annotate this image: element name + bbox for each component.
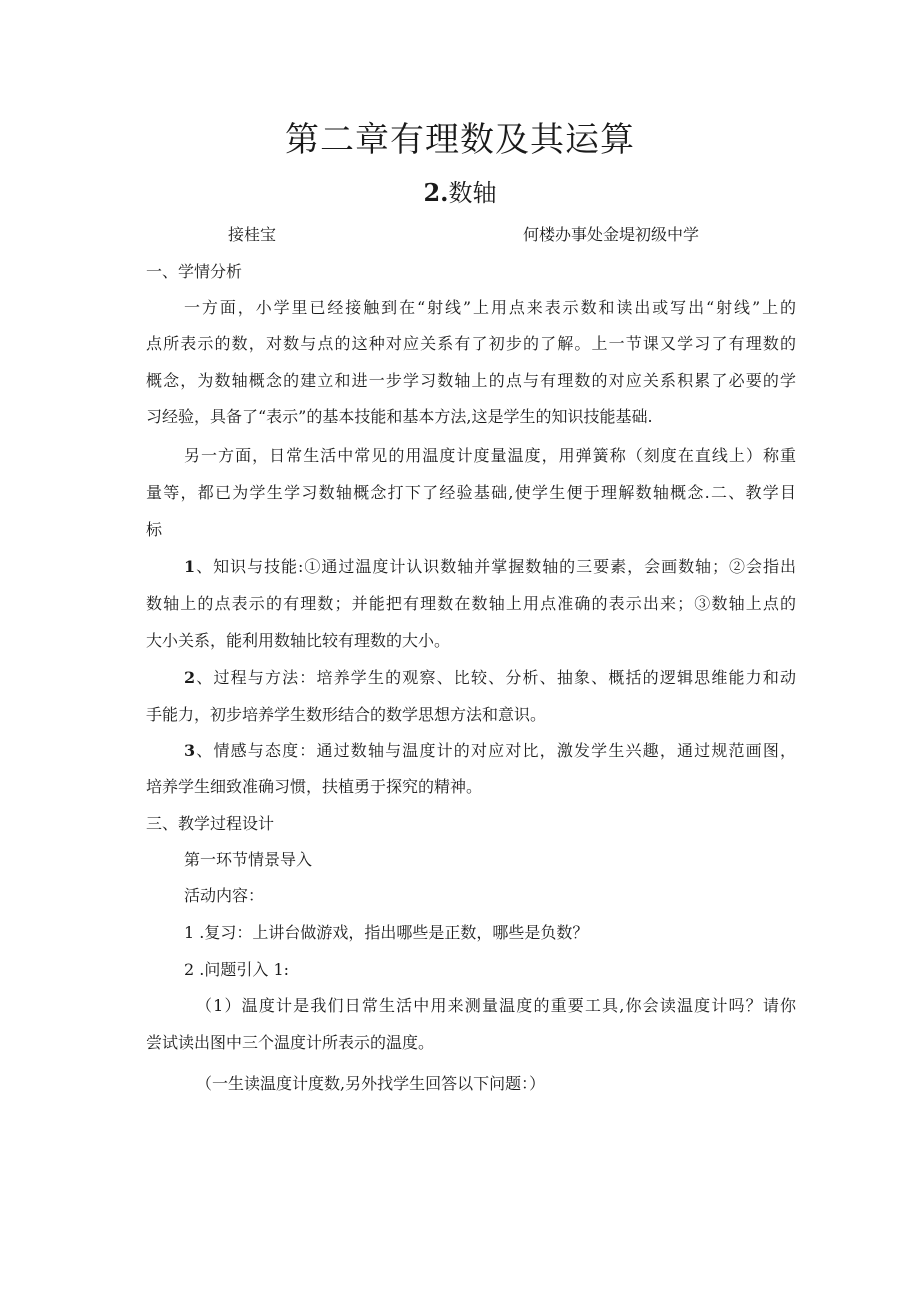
goal-2-text: 、过程与方法：培养学生的观察、比较、分析、抽象、概括的逻辑思维能力和动: [195, 668, 796, 687]
question-1-line-2: 尝试读出图中三个温度计所表示的温度。: [146, 1033, 435, 1052]
list-item-1: 1 .复习：上讲台做游戏，指出哪些是正数，哪些是负数？: [184, 923, 589, 942]
paragraph-1-line-4: 习经验，具备了“表示”的基本技能和基本方法,这是学生的知识技能基础.: [146, 407, 653, 426]
goal-1-line-3: 大小关系，能利用数轴比较有理数的大小。: [146, 631, 451, 650]
paragraph-1-line-2: 点所表示的数，对数与点的这种对应关系有了初步的了解。上一节课又学习了有理数的: [146, 334, 796, 353]
lesson-name: 数轴: [448, 179, 497, 207]
step-1-heading: 第一环节情景导入: [184, 850, 313, 869]
goal-2-line-1: [184, 668, 796, 688]
paragraph-2-line-1: 另一方面，日常生活中常见的用温度计度量温度，用弹簧称（刻度在直线上）称重: [184, 446, 796, 465]
lesson-title: [0, 173, 920, 208]
goal-1-line-1: [184, 557, 796, 577]
goal-2-line-2: 手能力，初步培养学生数形结合的数学思想方法和意识。: [146, 705, 547, 724]
teacher-note: （一生读温度计度数,另外找学生回答以下问题：）: [196, 1074, 546, 1093]
goal-1-line-2: 数轴上的点表示的有理数；并能把有理数在数轴上用点准确的表示出来；③数轴上点的: [146, 594, 796, 613]
goal-2-number: 2: [184, 668, 196, 687]
goal-1-text: 、知识与技能:①通过温度计认识数轴并掌握数轴的三要素，会画数轴；②会指出: [195, 557, 796, 576]
lesson-number: 2.: [423, 178, 449, 207]
goal-1-number: 1: [184, 557, 196, 576]
author-name: 接桂宝: [228, 225, 277, 244]
goal-3-line-2: 培养学生细致准确习惯，扶植勇于探究的精神。: [146, 777, 483, 796]
paragraph-2-line-3: 标: [146, 520, 163, 539]
paragraph-2-line-2: 量等，都已为学生学习数轴概念打下了经验基础,使学生便于理解数轴概念.二、教学目: [146, 483, 796, 502]
goal-3-line-1: [184, 741, 796, 761]
question-1-line-1: （1）温度计是我们日常生活中用来测量温度的重要工具,你会读温度计吗？请你: [196, 996, 796, 1015]
paragraph-1-line-1: 一方面，小学里已经接触到在“射线”上用点来表示数和读出或写出“射线”上的: [184, 298, 796, 317]
section-heading-3: 三、教学过程设计: [146, 814, 275, 833]
paragraph-1-line-3: 概念，为数轴概念的建立和进一步学习数轴上的点与有理数的对应关系积累了必要的学: [146, 371, 796, 390]
activity-label: 活动内容：: [184, 886, 265, 905]
chapter-title: 第二章有理数及其运算: [285, 120, 635, 160]
section-heading-1: 一、学情分析: [146, 262, 243, 281]
goal-3-number: 3: [184, 741, 196, 760]
school-name: 何楼办事处金堤初级中学: [523, 225, 700, 244]
goal-3-text: 、情感与态度：通过数轴与温度计的对应对比，激发学生兴趣，通过规范画图，: [195, 741, 796, 760]
list-item-2: 2 .问题引入 1:: [184, 960, 290, 979]
